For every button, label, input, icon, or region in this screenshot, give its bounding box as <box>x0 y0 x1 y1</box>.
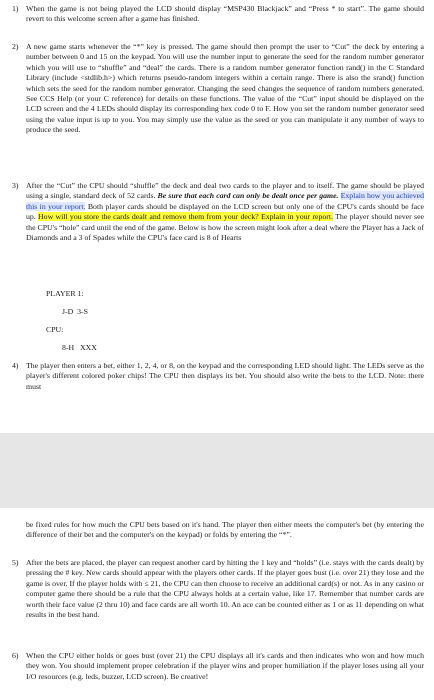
item-number: 3) <box>12 181 19 190</box>
item-number: 1) <box>12 4 19 13</box>
item-text <box>26 42 424 136</box>
text-segment: After the “Cut” the CPU should “shuffle” the deck and deal two cards to the player and to itself. The game should be played using a single, standard deck of 52 cards. <box>26 181 424 201</box>
highlighted-text: How will you store the cards dealt and remove them from your deck? Explain in your report. <box>38 212 334 222</box>
cpu-label: CPU: <box>46 325 64 334</box>
item-text <box>26 181 424 243</box>
item-number: 6) <box>12 651 19 660</box>
player-label: PLAYER 1: <box>46 289 84 298</box>
item-4-continuation: be fixed rules for how much the CPU bets based on it's hand. The player then either meets the computer's bet (by entering the difference of their bet and the computer's on the keypad) or folds by entering the “*”. <box>26 520 424 540</box>
list-item-2 <box>12 42 424 136</box>
text-segment: The player should never see the CPU's “hole” card until the end of the game. Below is how the screen might look after a deal where the Player has a Jack of Diamonds and a 3 of Spades while the CPU's face card is 8 of Hearts <box>26 212 424 243</box>
list-item-1 <box>12 4 424 25</box>
list-item-4 <box>12 361 424 392</box>
list-item-3 <box>12 181 424 243</box>
list-item-6 <box>12 651 424 682</box>
text-segment: After the bets are placed, the player can request another card by hitting the 1 key and “holds” (i.e. stays with the cards dealt) by pressing the # key. New cards should appear with the players other cards. If the player goes bust (i.e. over 21) they lose and the game is over. If the player holds with ≤ 21, the CPU can then choose to receive an additional card(s) or not. As in any casino or computer game there should be a rule that the CPU always holds at a certain value, like 17. Remember that number cards are worth their face value (2 thru 10) and face cards are all worth 10. An ace can be counted either as 1 or as 11 depending on what results in the best hand. <box>26 558 424 620</box>
cpu-cards: 8-H XXX <box>62 343 97 352</box>
page-break <box>0 433 434 508</box>
highlighted-text: Explain how you achieved this in your report. <box>26 191 424 211</box>
item-text <box>26 4 424 25</box>
page-bottom <box>0 508 434 700</box>
item-number: 4) <box>12 361 19 370</box>
item-text <box>26 361 424 392</box>
text-segment: A new game starts whenever the “*” key is pressed. The game should then prompt the user to “Cut” the deck by entering a number between 0 and 15 on the keypad. You will use the number input to generate the seed for the random number generator which you will use to “shuffle” and “deal” the cards. There is a random number generator function rand() in the C Standard Library (include <stdlib.h>) which returns pseudo-random integers within a certain range. There is also the srand() function which sets the seed for the random number generator. Changing the seed changes the sequence of random numbers generated. See CCS Help (or your C reference) for details on these functions. The value of the “Cut” input should be displayed on the LCD screen and the 4 LEDs should display its corresponding hex code 0 to F. How you set the random number generator seed using the value input is up to you. You may simply use the value as the seed or you can manipulate it any number of ways to produce the seed. <box>26 42 424 135</box>
item-number: 5) <box>12 558 19 567</box>
text-segment: The player then enters a bet, either 1, 2, 4, or 8, on the keypad and the corresponding LED should light. The LEDs serve as the player's different colored poker chips! The CPU then displays its bet. You should also write the bets to the LCD. Note: there must <box>26 361 424 391</box>
text-segment: When the game is not being played the LCD should display “MSP430 Blackjack” and “Press * to start”. The game should revert to this welcome screen after a game has finished. <box>26 4 424 24</box>
text-segment: When the CPU either holds or goes bust (over 21) the CPU displays all it's cards and then indicates who won and how much they won. You should implement proper celebration if the player wins and proper humiliation if the player loses using all your I/O resources (e.g. leds, buzzer, LCD screen). Be creative! <box>26 651 424 681</box>
list-item-5 <box>12 558 424 620</box>
text-segment: Both player cards should be displayed on the LCD screen but only one of the CPU's cards should be face up. <box>26 201 424 222</box>
item-text <box>26 651 424 682</box>
player-cards: J-D 3-S <box>62 307 88 316</box>
item-number: 2) <box>12 42 19 51</box>
item-text <box>26 558 424 620</box>
highlighted-text: Be sure that each card can only be dealt once per game. <box>157 191 339 201</box>
